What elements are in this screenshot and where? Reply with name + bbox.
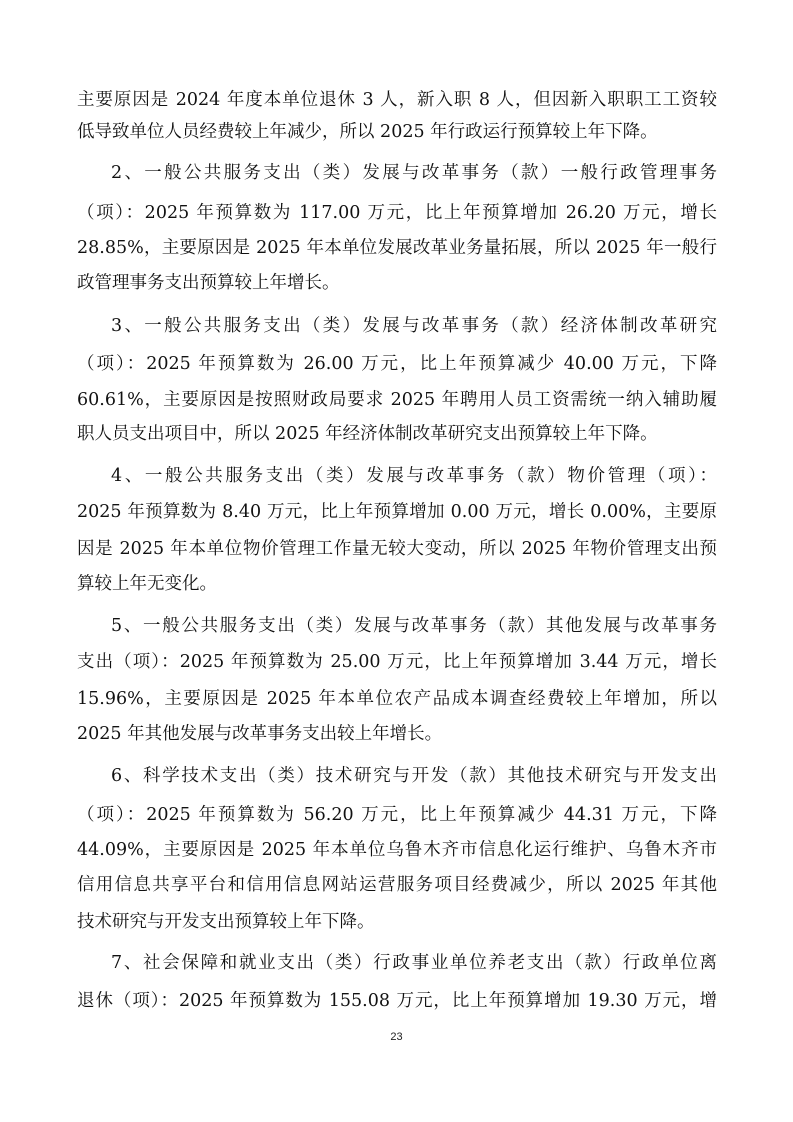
text-line: 政管理事务支出预算较上年增长。 (77, 273, 340, 293)
text-line: （项）：2025 年预算数为 117.00 万元，比上年预算增加 26.20 万元，增长 (77, 203, 717, 223)
text-line: 2025 年其他发展与改革事务支出较上年增长。 (77, 724, 443, 744)
text-line: 技术研究与开发支出预算较上年下降。 (77, 912, 375, 932)
text-line: 退休（项）：2025 年预算数为 155.08 万元，比上年预算增加 19.30 万元，增 (77, 991, 717, 1011)
text-line: 低导致单位人员经费较上年减少，所以 2025 年行政运行预算较上年下降。 (77, 122, 658, 142)
text-line: 5、一般公共服务支出（类）发展与改革事务（款）其他发展与改革事务 (111, 616, 717, 636)
text-line: （项）：2025 年预算数为 26.00 万元，比上年预算减少 40.00 万元，下降 (77, 354, 717, 374)
text-line: 3、一般公共服务支出（类）发展与改革事务（款）经济体制改革研究 (111, 316, 717, 336)
text-line: 算较上年无变化。 (77, 574, 217, 594)
text-line: 因是 2025 年本单位物价管理工作量无较大变动，所以 2025 年物价管理支出预 (77, 539, 717, 559)
text-line: 7、社会保障和就业支出（类）行政事业单位养老支出（款）行政单位离 (111, 953, 717, 973)
text-line: 28.85%，主要原因是 2025 年本单位发展改革业务量拓展，所以 2025 年一般行 (77, 238, 717, 258)
text-line: 44.09%，主要原因是 2025 年本单位乌鲁木齐市信息化运行维护、乌鲁木齐市 (77, 840, 717, 860)
text-line: 信用信息共享平台和信用信息网站运营服务项目经费减少，所以 2025 年其他 (77, 875, 717, 895)
text-line: 2025 年预算数为 8.40 万元，比上年预算增加 0.00 万元，增长 0.00%，主要原 (77, 502, 717, 522)
text-line: 15.96%，主要原因是 2025 年本单位农产品成本调查经费较上年增加，所以 (77, 689, 717, 709)
text-line: 4、一般公共服务支出（类）发展与改革事务（款）物价管理（项）： (111, 466, 717, 486)
text-line: （项）：2025 年预算数为 56.20 万元，比上年预算减少 44.31 万元，下降 (77, 805, 717, 825)
text-line: 6、科学技术支出（类）技术研究与开发（款）其他技术研究与开发支出 (111, 766, 717, 786)
text-line: 60.61%，主要原因是按照财政局要求 2025 年聘用人员工资需统一纳入辅助履 (77, 390, 717, 410)
text-line: 支出（项）：2025 年预算数为 25.00 万元，比上年预算增加 3.44 万元，增长 (77, 652, 717, 672)
text-line: 职人员支出项目中，所以 2025 年经济体制改革研究支出预算较上年下降。 (77, 424, 658, 444)
text-line: 2、一般公共服务支出（类）发展与改革事务（款）一般行政管理事务 (111, 163, 717, 183)
text-line: 主要原因是 2024 年度本单位退休 3 人，新入职 8 人，但因新入职职工工资较 (77, 90, 717, 110)
page-number: 23 (390, 1031, 403, 1043)
